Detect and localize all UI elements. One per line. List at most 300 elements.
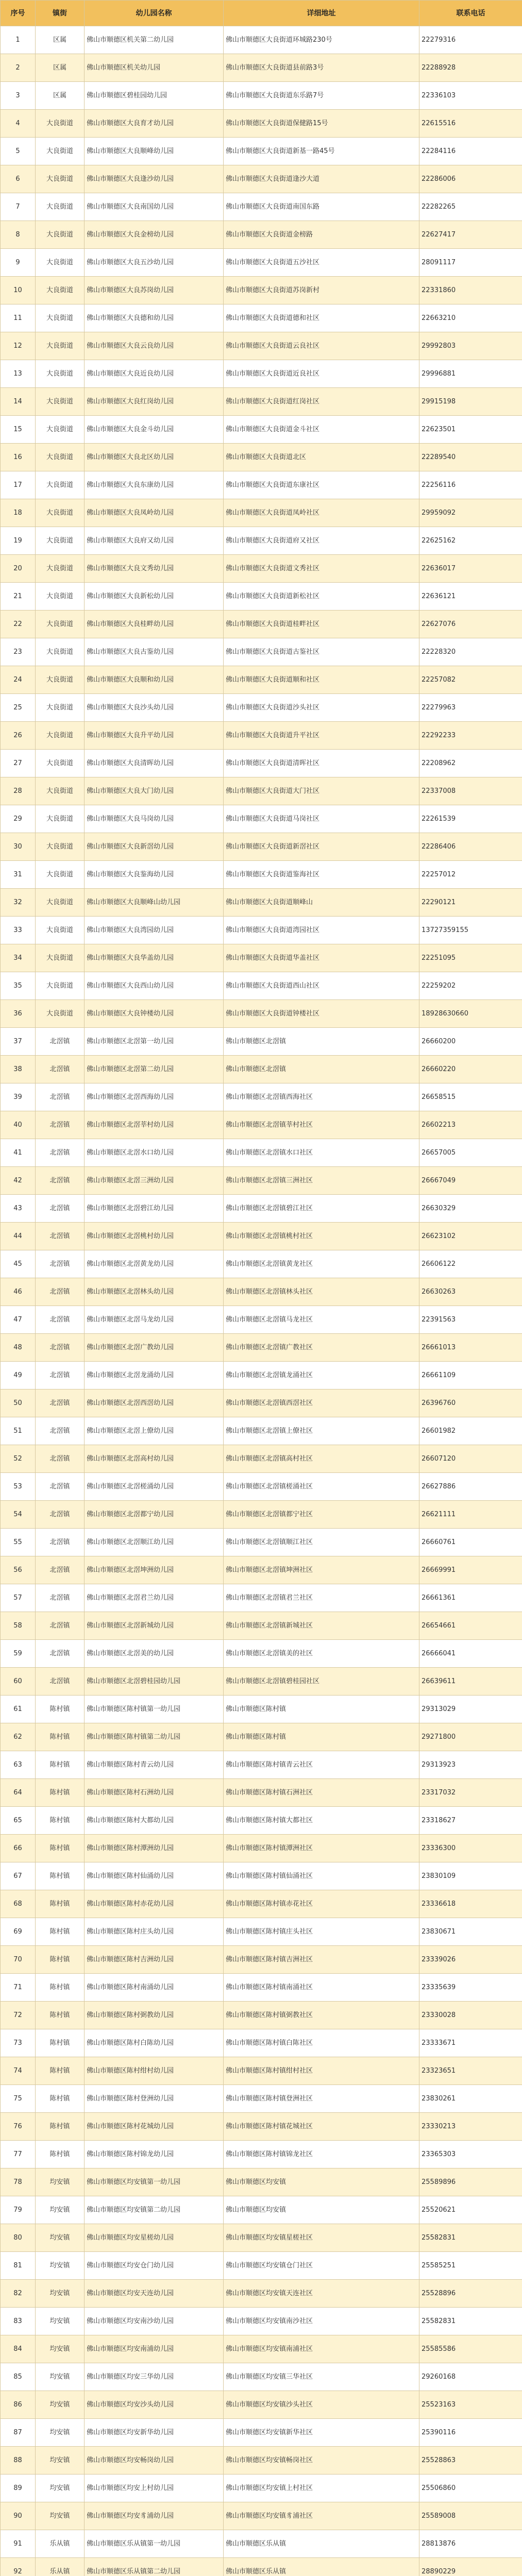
row-phone: 28890229 (419, 2558, 522, 2576)
table-row (1, 2141, 522, 2168)
row-index: 45 (1, 1250, 36, 1278)
table-row (1, 1556, 522, 1584)
row-index: 10 (1, 277, 36, 304)
row-kindergarten-name: 佛山市顺德区北滘都宁幼儿园 (85, 1501, 224, 1529)
row-kindergarten-name: 佛山市顺德区陈村潭洲幼儿园 (85, 1835, 224, 1862)
row-phone: 23365303 (419, 2141, 522, 2168)
table-row (1, 638, 522, 666)
row-kindergarten-name: 佛山市顺德区北滘水口幼儿园 (85, 1139, 224, 1167)
table-row (1, 861, 522, 889)
table-row (1, 1445, 522, 1473)
row-index: 7 (1, 193, 36, 221)
table-row (1, 1334, 522, 1362)
row-address: 佛山市顺德区北滘镇上僚社区 (224, 1417, 419, 1445)
table-row (1, 1000, 522, 1028)
table-row (1, 2558, 522, 2576)
row-address: 佛山市顺德区大良街道县前路3号 (224, 54, 419, 82)
row-kindergarten-name: 佛山市顺德区均安上村幼儿园 (85, 2475, 224, 2502)
row-phone: 23333671 (419, 2029, 522, 2057)
row-phone: 26660200 (419, 1028, 522, 1056)
row-phone: 22292233 (419, 722, 522, 750)
row-address: 佛山市顺德区均安镇豸浦社区 (224, 2502, 419, 2530)
table-row (1, 221, 522, 249)
table-row (1, 1362, 522, 1389)
row-kindergarten-name: 佛山市顺德区陈村白陈幼儿园 (85, 2029, 224, 2057)
row-town: 均安镇 (36, 2252, 85, 2280)
row-address: 佛山市顺德区北滘镇坤洲社区 (224, 1556, 419, 1584)
row-town: 北滘镇 (36, 1640, 85, 1668)
row-kindergarten-name: 佛山市顺德区北滘君兰幼儿园 (85, 1584, 224, 1612)
row-address: 佛山市顺德区陈村镇锦龙社区 (224, 2141, 419, 2168)
row-town: 大良街道 (36, 471, 85, 499)
row-kindergarten-name: 佛山市顺德区均安星槎幼儿园 (85, 2224, 224, 2252)
row-index: 37 (1, 1028, 36, 1056)
row-index: 74 (1, 2057, 36, 2085)
table-row (1, 1111, 522, 1139)
row-kindergarten-name: 佛山市顺德区大良升平幼儿园 (85, 722, 224, 750)
row-address: 佛山市顺德区大良街道府又社区 (224, 527, 419, 555)
row-town: 陈村镇 (36, 2141, 85, 2168)
row-town: 大良街道 (36, 332, 85, 360)
table-row (1, 1835, 522, 1862)
row-phone: 23330028 (419, 2002, 522, 2029)
table-row (1, 2419, 522, 2447)
row-index: 61 (1, 1696, 36, 1723)
row-phone: 26669991 (419, 1556, 522, 1584)
row-kindergarten-name: 佛山市顺德区北滘莘村幼儿园 (85, 1111, 224, 1139)
row-address: 佛山市顺德区北滘镇三洲社区 (224, 1167, 419, 1195)
row-address: 佛山市顺德区大良街道文秀社区 (224, 555, 419, 583)
table-row (1, 2002, 522, 2029)
row-phone: 26607120 (419, 1445, 522, 1473)
row-address: 佛山市顺德区大良街道北区 (224, 444, 419, 471)
row-phone: 22257012 (419, 861, 522, 889)
row-kindergarten-name: 佛山市顺德区北滘新城幼儿园 (85, 1612, 224, 1640)
row-phone: 22663210 (419, 304, 522, 332)
row-index: 17 (1, 471, 36, 499)
row-index: 20 (1, 555, 36, 583)
row-phone: 22615516 (419, 110, 522, 138)
row-phone: 22391563 (419, 1306, 522, 1334)
table-row (1, 2530, 522, 2558)
row-town: 陈村镇 (36, 2085, 85, 2113)
row-address: 佛山市顺德区陈村镇潭洲社区 (224, 1835, 419, 1862)
row-index: 14 (1, 388, 36, 416)
row-index: 51 (1, 1417, 36, 1445)
row-index: 19 (1, 527, 36, 555)
row-index: 62 (1, 1723, 36, 1751)
row-address: 佛山市顺德区陈村镇弼教社区 (224, 2002, 419, 2029)
row-town: 区属 (36, 54, 85, 82)
row-kindergarten-name: 佛山市顺德区北滘美的幼儿园 (85, 1640, 224, 1668)
row-address: 佛山市顺德区均安镇沙头社区 (224, 2391, 419, 2419)
row-kindergarten-name: 佛山市顺德区陈村弼教幼儿园 (85, 2002, 224, 2029)
row-town: 陈村镇 (36, 2113, 85, 2141)
row-phone: 23336618 (419, 1890, 522, 1918)
header-kindergarten-name: 幼儿园名称 (85, 1, 224, 26)
row-address: 佛山市顺德区北滘镇槎涌社区 (224, 1473, 419, 1501)
table-row (1, 777, 522, 805)
row-kindergarten-name: 佛山市顺德区机关幼儿园 (85, 54, 224, 82)
row-kindergarten-name: 佛山市顺德区大良新滘幼儿园 (85, 833, 224, 861)
table-row (1, 944, 522, 972)
row-address: 佛山市顺德区大良街道升平社区 (224, 722, 419, 750)
table-row (1, 1028, 522, 1056)
row-index: 73 (1, 2029, 36, 2057)
row-town: 陈村镇 (36, 1890, 85, 1918)
row-index: 3 (1, 82, 36, 110)
table-row (1, 2308, 522, 2335)
row-phone: 28091117 (419, 249, 522, 277)
row-address: 佛山市顺德区均安镇天连社区 (224, 2280, 419, 2308)
row-kindergarten-name: 佛山市顺德区北滘西滘幼儿园 (85, 1389, 224, 1417)
row-kindergarten-name: 佛山市顺德区北滘高村幼儿园 (85, 1445, 224, 1473)
table-row (1, 1668, 522, 1696)
row-address: 佛山市顺德区均安镇南浦社区 (224, 2335, 419, 2363)
row-address: 佛山市顺德区北滘镇碧桂园社区 (224, 1668, 419, 1696)
row-address: 佛山市顺德区陈村镇 (224, 1696, 419, 1723)
row-kindergarten-name: 佛山市顺德区大良苏岗幼儿园 (85, 277, 224, 304)
row-kindergarten-name: 佛山市顺德区大良新松幼儿园 (85, 583, 224, 611)
row-address: 佛山市顺德区大良街道保健路15号 (224, 110, 419, 138)
row-kindergarten-name: 佛山市顺德区均安仓门幼儿园 (85, 2252, 224, 2280)
row-kindergarten-name: 佛山市顺德区北滘黄龙幼儿园 (85, 1250, 224, 1278)
row-town: 北滘镇 (36, 1083, 85, 1111)
row-address: 佛山市顺德区大良街道苏岗新村 (224, 277, 419, 304)
row-kindergarten-name: 佛山市顺德区大良古鉴幼儿园 (85, 638, 224, 666)
row-address: 佛山市顺德区北滘镇 (224, 1028, 419, 1056)
row-town: 均安镇 (36, 2168, 85, 2196)
row-phone: 26621111 (419, 1501, 522, 1529)
row-index: 33 (1, 917, 36, 944)
row-kindergarten-name: 佛山市顺德区大良沙头幼儿园 (85, 694, 224, 722)
row-address: 佛山市顺德区大良街道凤岭社区 (224, 499, 419, 527)
row-address: 佛山市顺德区北滘镇西滘社区 (224, 1389, 419, 1417)
row-kindergarten-name: 佛山市顺德区陈村大都幼儿园 (85, 1807, 224, 1835)
row-phone: 29959092 (419, 499, 522, 527)
table-row (1, 2085, 522, 2113)
row-town: 陈村镇 (36, 1974, 85, 2002)
table-row (1, 1195, 522, 1223)
row-kindergarten-name: 佛山市顺德区均安豸浦幼儿园 (85, 2502, 224, 2530)
row-town: 北滘镇 (36, 1167, 85, 1195)
row-phone: 22284116 (419, 138, 522, 165)
row-address: 佛山市顺德区陈村镇吉洲社区 (224, 1946, 419, 1974)
table-row (1, 722, 522, 750)
row-address: 佛山市顺德区均安镇新华社区 (224, 2419, 419, 2447)
row-index: 27 (1, 750, 36, 777)
row-town: 陈村镇 (36, 1835, 85, 1862)
row-town: 北滘镇 (36, 1195, 85, 1223)
row-phone: 23318627 (419, 1807, 522, 1835)
row-index: 35 (1, 972, 36, 1000)
row-address: 佛山市顺德区北滘镇新城社区 (224, 1612, 419, 1640)
row-index: 4 (1, 110, 36, 138)
row-town: 北滘镇 (36, 1584, 85, 1612)
table-row (1, 1056, 522, 1083)
row-phone: 25589008 (419, 2502, 522, 2530)
header-town: 镇街 (36, 1, 85, 26)
row-town: 北滘镇 (36, 1612, 85, 1640)
row-town: 乐从镇 (36, 2558, 85, 2576)
table-body (1, 26, 522, 2576)
row-phone: 25528896 (419, 2280, 522, 2308)
row-address: 佛山市顺德区陈村镇大都社区 (224, 1807, 419, 1835)
row-address: 佛山市顺德区陈村镇青云社区 (224, 1751, 419, 1779)
row-phone: 22331860 (419, 277, 522, 304)
table-row (1, 54, 522, 82)
row-town: 均安镇 (36, 2391, 85, 2419)
row-phone: 25585251 (419, 2252, 522, 2280)
row-town: 大良街道 (36, 277, 85, 304)
row-kindergarten-name: 佛山市顺德区均安镇第一幼儿园 (85, 2168, 224, 2196)
table-row (1, 972, 522, 1000)
table-row (1, 1389, 522, 1417)
row-address: 佛山市顺德区北滘镇高村社区 (224, 1445, 419, 1473)
row-address: 佛山市顺德区陈村镇 (224, 1723, 419, 1751)
row-kindergarten-name: 佛山市顺德区北滘西海幼儿园 (85, 1083, 224, 1111)
header-address: 详细地址 (224, 1, 419, 26)
table-row (1, 1167, 522, 1195)
row-phone: 26654661 (419, 1612, 522, 1640)
row-address: 佛山市顺德区大良街道西山社区 (224, 972, 419, 1000)
row-index: 32 (1, 889, 36, 917)
row-index: 34 (1, 944, 36, 972)
row-phone: 29996881 (419, 360, 522, 388)
row-phone: 22251095 (419, 944, 522, 972)
table-row (1, 2475, 522, 2502)
row-address: 佛山市顺德区陈村镇绀村社区 (224, 2057, 419, 2085)
row-address: 佛山市顺德区大良街道云良社区 (224, 332, 419, 360)
row-kindergarten-name: 佛山市顺德区陈村登洲幼儿园 (85, 2085, 224, 2113)
row-index: 39 (1, 1083, 36, 1111)
row-phone: 22337008 (419, 777, 522, 805)
row-town: 北滘镇 (36, 1417, 85, 1445)
row-address: 佛山市顺德区北滘镇广教社区 (224, 1334, 419, 1362)
row-address: 佛山市顺德区北滘镇 (224, 1056, 419, 1083)
row-town: 大良街道 (36, 972, 85, 1000)
table-row (1, 1083, 522, 1111)
row-index: 13 (1, 360, 36, 388)
row-index: 11 (1, 304, 36, 332)
row-index: 12 (1, 332, 36, 360)
row-kindergarten-name: 佛山市顺德区大良清晖幼儿园 (85, 750, 224, 777)
row-phone: 26660220 (419, 1056, 522, 1083)
row-index: 77 (1, 2141, 36, 2168)
row-town: 乐从镇 (36, 2530, 85, 2558)
row-kindergarten-name: 佛山市顺德区大良金斗幼儿园 (85, 416, 224, 444)
row-address: 佛山市顺德区大良街道东乐路7号 (224, 82, 419, 110)
table-row (1, 555, 522, 583)
row-kindergarten-name: 佛山市顺德区大良北区幼儿园 (85, 444, 224, 471)
row-kindergarten-name: 佛山市顺德区陈村花城幼儿园 (85, 2113, 224, 2141)
row-address: 佛山市顺德区大良街道环城路230号 (224, 26, 419, 54)
row-address: 佛山市顺德区均安镇 (224, 2168, 419, 2196)
table-row (1, 1139, 522, 1167)
row-town: 大良街道 (36, 833, 85, 861)
row-town: 北滘镇 (36, 1556, 85, 1584)
row-town: 大良街道 (36, 138, 85, 165)
row-town: 陈村镇 (36, 2002, 85, 2029)
row-kindergarten-name: 佛山市顺德区大良钟楼幼儿园 (85, 1000, 224, 1028)
row-town: 北滘镇 (36, 1111, 85, 1139)
row-index: 69 (1, 1918, 36, 1946)
row-kindergarten-name: 佛山市顺德区陈村仙涌幼儿园 (85, 1862, 224, 1890)
row-town: 北滘镇 (36, 1139, 85, 1167)
row-address: 佛山市顺德区均安镇上村社区 (224, 2475, 419, 2502)
row-address: 佛山市顺德区陈村镇白陈社区 (224, 2029, 419, 2057)
row-index: 54 (1, 1501, 36, 1529)
table-row (1, 1223, 522, 1250)
row-town: 大良街道 (36, 805, 85, 833)
row-kindergarten-name: 佛山市顺德区大良育才幼儿园 (85, 110, 224, 138)
row-index: 26 (1, 722, 36, 750)
row-address: 佛山市顺德区大良街道马岗社区 (224, 805, 419, 833)
row-address: 佛山市顺德区大良街道古鉴社区 (224, 638, 419, 666)
row-kindergarten-name: 佛山市顺德区北滘坤洲幼儿园 (85, 1556, 224, 1584)
row-kindergarten-name: 佛山市顺德区北滘桃村幼儿园 (85, 1223, 224, 1250)
row-kindergarten-name: 佛山市顺德区大良德和幼儿园 (85, 304, 224, 332)
table-row (1, 611, 522, 638)
row-town: 陈村镇 (36, 1723, 85, 1751)
row-phone: 22625162 (419, 527, 522, 555)
row-address: 佛山市顺德区陈村镇庄头社区 (224, 1918, 419, 1946)
row-kindergarten-name: 佛山市顺德区北滘顺江幼儿园 (85, 1529, 224, 1556)
table-row (1, 805, 522, 833)
row-index: 2 (1, 54, 36, 82)
row-index: 30 (1, 833, 36, 861)
row-address: 佛山市顺德区陈村镇仙涌社区 (224, 1862, 419, 1890)
row-town: 均安镇 (36, 2280, 85, 2308)
row-town: 北滘镇 (36, 1362, 85, 1389)
row-town: 陈村镇 (36, 1862, 85, 1890)
row-index: 78 (1, 2168, 36, 2196)
row-phone: 22636121 (419, 583, 522, 611)
row-address: 佛山市顺德区大良街道五沙社区 (224, 249, 419, 277)
row-town: 大良街道 (36, 499, 85, 527)
row-kindergarten-name: 佛山市顺德区大良凤岭幼儿园 (85, 499, 224, 527)
table-row (1, 1473, 522, 1501)
row-kindergarten-name: 佛山市顺德区北滘上僚幼儿园 (85, 1417, 224, 1445)
row-index: 28 (1, 777, 36, 805)
row-address: 佛山市顺德区北滘镇水口社区 (224, 1139, 419, 1167)
table-header-row (1, 1, 522, 26)
row-kindergarten-name: 佛山市顺德区北滘槎涌幼儿园 (85, 1473, 224, 1501)
table-row (1, 2057, 522, 2085)
row-town: 大良街道 (36, 889, 85, 917)
row-address: 佛山市顺德区大良街道沙头社区 (224, 694, 419, 722)
table-row (1, 2113, 522, 2141)
row-address: 佛山市顺德区北滘镇黄龙社区 (224, 1250, 419, 1278)
row-address: 佛山市顺德区大良街道钟楼社区 (224, 1000, 419, 1028)
row-town: 大良街道 (36, 611, 85, 638)
row-kindergarten-name: 佛山市顺德区均安三华幼儿园 (85, 2363, 224, 2391)
row-town: 均安镇 (36, 2308, 85, 2335)
row-index: 75 (1, 2085, 36, 2113)
row-index: 65 (1, 1807, 36, 1835)
row-index: 87 (1, 2419, 36, 2447)
row-kindergarten-name: 佛山市顺德区陈村锦龙幼儿园 (85, 2141, 224, 2168)
row-phone: 26606122 (419, 1250, 522, 1278)
row-phone: 22627076 (419, 611, 522, 638)
row-town: 大良街道 (36, 165, 85, 193)
row-index: 42 (1, 1167, 36, 1195)
row-phone: 26661013 (419, 1334, 522, 1362)
row-address: 佛山市顺德区陈村镇南涌社区 (224, 1974, 419, 2002)
row-index: 52 (1, 1445, 36, 1473)
row-index: 82 (1, 2280, 36, 2308)
row-town: 均安镇 (36, 2196, 85, 2224)
row-phone: 13727359155 (419, 917, 522, 944)
row-index: 16 (1, 444, 36, 471)
row-town: 大良街道 (36, 583, 85, 611)
row-address: 佛山市顺德区北滘镇西海社区 (224, 1083, 419, 1111)
table-row (1, 2447, 522, 2475)
row-kindergarten-name: 佛山市顺德区均安南浦幼儿园 (85, 2335, 224, 2363)
table-row (1, 1723, 522, 1751)
row-index: 76 (1, 2113, 36, 2141)
table-row (1, 110, 522, 138)
row-town: 北滘镇 (36, 1306, 85, 1334)
row-phone: 23830671 (419, 1918, 522, 1946)
table-row (1, 917, 522, 944)
row-address: 佛山市顺德区大良街道逢沙大道 (224, 165, 419, 193)
row-phone: 26661109 (419, 1362, 522, 1389)
row-town: 陈村镇 (36, 2029, 85, 2057)
row-kindergarten-name: 佛山市顺德区大良华盖幼儿园 (85, 944, 224, 972)
row-kindergarten-name: 佛山市顺德区陈村青云幼儿园 (85, 1751, 224, 1779)
row-index: 22 (1, 611, 36, 638)
row-kindergarten-name: 佛山市顺德区均安天连幼儿园 (85, 2280, 224, 2308)
table-row (1, 666, 522, 694)
row-phone: 26657005 (419, 1139, 522, 1167)
row-kindergarten-name: 佛山市顺德区碧桂园幼儿园 (85, 82, 224, 110)
row-kindergarten-name: 佛山市顺德区均安南沙幼儿园 (85, 2308, 224, 2335)
row-phone: 29992803 (419, 332, 522, 360)
table-row (1, 1278, 522, 1306)
table-row (1, 889, 522, 917)
table-row (1, 249, 522, 277)
row-address: 佛山市顺德区大良街道桂畔社区 (224, 611, 419, 638)
row-phone: 25390116 (419, 2419, 522, 2447)
table-row (1, 1974, 522, 2002)
row-address: 佛山市顺德区大良街道德和社区 (224, 304, 419, 332)
table-row (1, 1584, 522, 1612)
row-town: 北滘镇 (36, 1445, 85, 1473)
row-phone: 22623501 (419, 416, 522, 444)
row-address: 佛山市顺德区均安镇三华社区 (224, 2363, 419, 2391)
table-row (1, 332, 522, 360)
row-kindergarten-name: 佛山市顺德区北滘林头幼儿园 (85, 1278, 224, 1306)
row-phone: 29271800 (419, 1723, 522, 1751)
row-index: 84 (1, 2335, 36, 2363)
row-index: 5 (1, 138, 36, 165)
row-phone: 23339026 (419, 1946, 522, 1974)
row-phone: 22256116 (419, 471, 522, 499)
row-index: 88 (1, 2447, 36, 2475)
row-town: 大良街道 (36, 221, 85, 249)
row-kindergarten-name: 佛山市顺德区陈村南涌幼儿园 (85, 1974, 224, 2002)
row-phone: 23830261 (419, 2085, 522, 2113)
row-town: 陈村镇 (36, 1751, 85, 1779)
row-index: 41 (1, 1139, 36, 1167)
row-index: 46 (1, 1278, 36, 1306)
row-phone: 22636017 (419, 555, 522, 583)
row-town: 大良街道 (36, 360, 85, 388)
row-phone: 26666041 (419, 1640, 522, 1668)
row-index: 15 (1, 416, 36, 444)
row-address: 佛山市顺德区乐从镇 (224, 2530, 419, 2558)
